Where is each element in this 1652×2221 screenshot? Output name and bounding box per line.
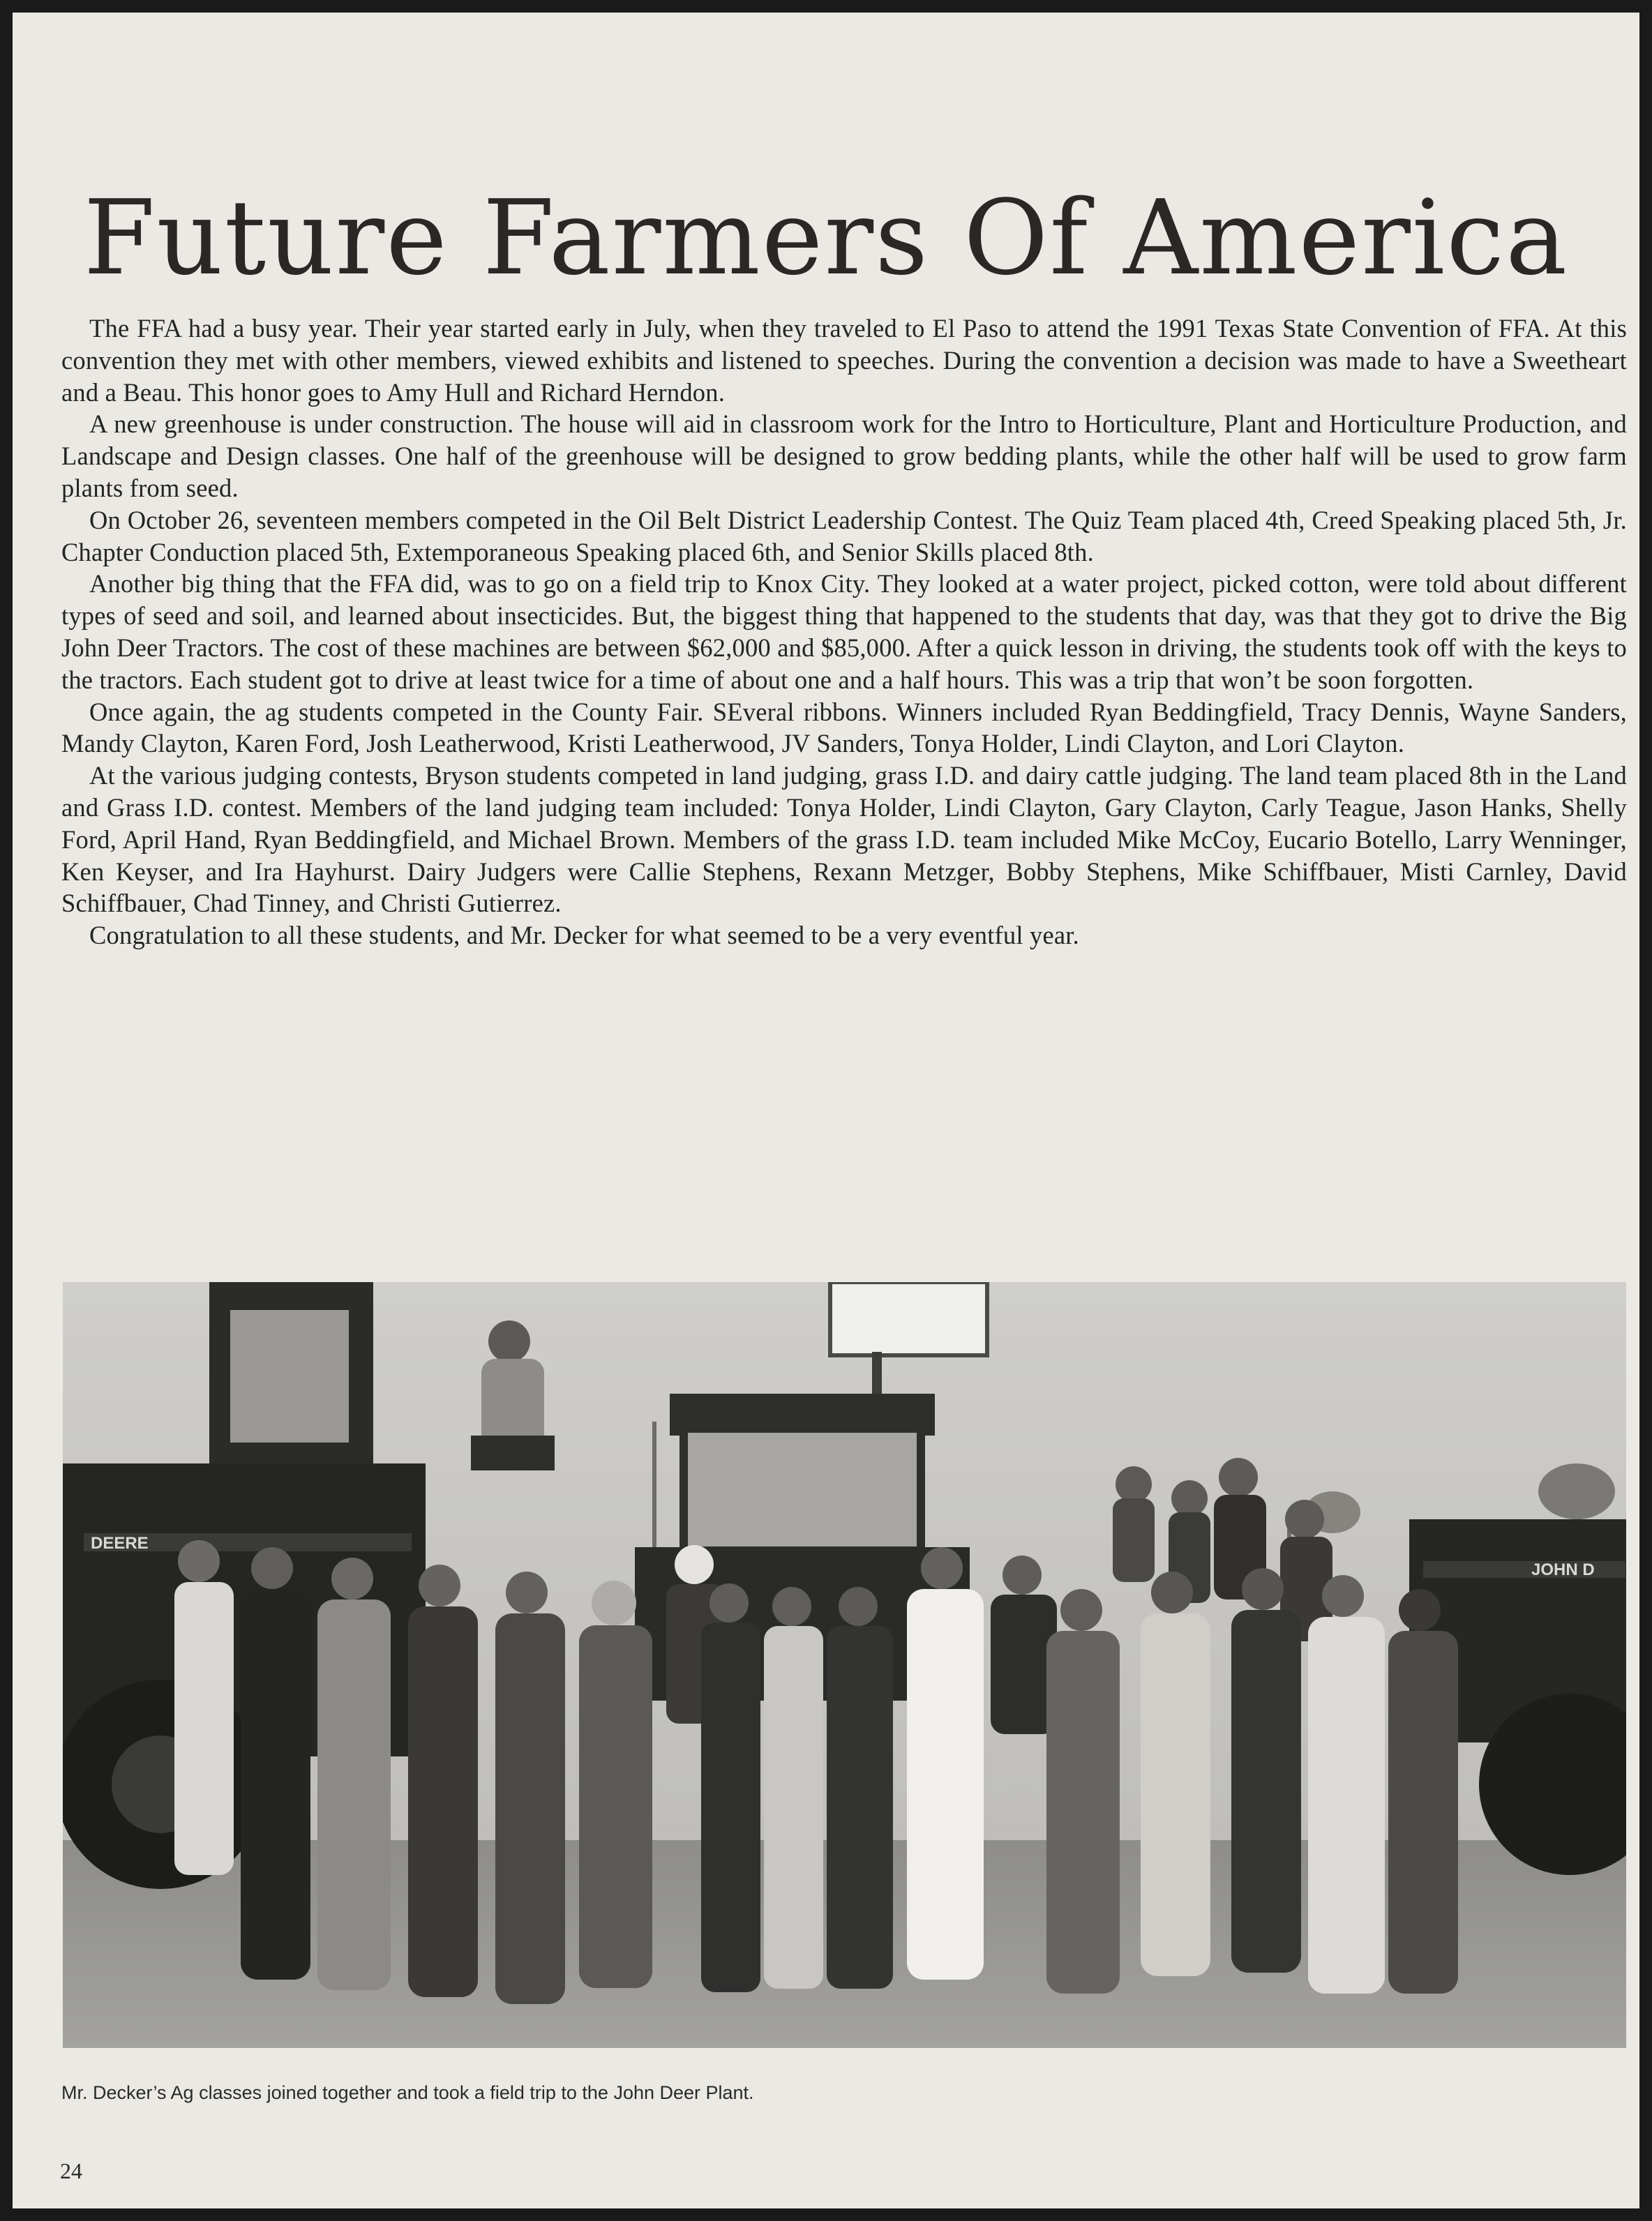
group-photo (63, 1282, 1626, 2048)
paragraph-congratulations: Congratulation to all these students, and Mr. Decker for what seemed to be a very eventful year. (89, 921, 1079, 950)
paragraph-greenhouse: A new greenhouse is under construction. The house will aid in classroom work for the Intro to Horticulture, Plant and Horticulture Production, and Landscape and Design classes. One half of the greenhouse will be designed to grow bedding plants, while the other half will be used to grow farm plants from seed. (61, 409, 1627, 502)
page-title: Future Farmers Of America (83, 178, 1569, 298)
article-body (61, 313, 1627, 951)
page-number: 24 (60, 2158, 82, 2183)
tractor-right-brand: JOHN D (1531, 1560, 1595, 1579)
paragraph-convention: The FFA had a busy year. Their year started early in July, when they traveled to El Paso to attend the 1991 Texas State Convention of FFA. At this convention they met with other members, viewed exhibits and listened to speeches. During the convention a decision was made to have a Sweetheart and a Beau. This honor goes to Amy Hull and Richard Herndon. (61, 314, 1627, 407)
paragraph-judging-contests: At the various judging contests, Bryson students competed in land judging, grass I.D. and dairy cattle judging. The land team placed 8th in the Land and Grass I.D. contest. Members of the land judging team included: Tonya Holder, Lindi Clayton, Gary Clayton, Carly Teague, Jason Hanks, Shelly Ford, April Hand, Ryan Beddingfield, and Michael Brown. Members of the grass I.D. team included Mike McCoy, Eucario Botello, Larry Wenninger, Ken Keyser, and Ira Hayhurst. Dairy Judgers were Callie Stephens, Rexann Metzger, Bobby Stephens, Mike Schiffbauer, Misti Carnley, David Schiffbauer, Chad Tinney, and Christi Gutierrez. (61, 761, 1627, 918)
paragraph-leadership-contest: On October 26, seventeen members competed in the Oil Belt District Leadership Contest. The Quiz Team placed 4th, Creed Speaking placed 5th, Jr. Chapter Conduction placed 5th, Extemporaneous Speaking placed 6th, and Senior Skills placed 8th. (61, 505, 1627, 566)
paragraph-county-fair: Once again, the ag students competed in the County Fair. SEveral ribbons. Winners included Ryan Beddingfield, Tracy Dennis, Wayne Sanders, Mandy Clayton, Karen Ford, Josh Leatherwood, Kristi Leatherwood, JV Sanders, Tonya Holder, Lindi Clayton, and Lori Clayton. (61, 697, 1627, 758)
paragraph-field-trip: Another big thing that the FFA did, was to go on a field trip to Knox City. They looked at a water project, picked cotton, were told about different types of seed and soil, and learned about insecticides. But, the biggest thing that happened to the students that day, was that they got to drive the Big John Deer Tractors. The cost of these machines are between $62,000 and $85,000. After a quick lesson in driving, the students took off with the keys to the tractors. Each student got to drive at least twice for a time of about one and a half hours. This was a trip that won’t be soon forgotten. (61, 569, 1627, 694)
photo-caption: Mr. Decker’s Ag classes joined together and took a field trip to the John Deer Plant. (61, 2082, 754, 2103)
tree (1538, 1463, 1615, 1519)
tractor-left-brand: DEERE (91, 1534, 149, 1553)
utility-pole (652, 1422, 656, 1554)
yearbook-page (13, 13, 1639, 2208)
